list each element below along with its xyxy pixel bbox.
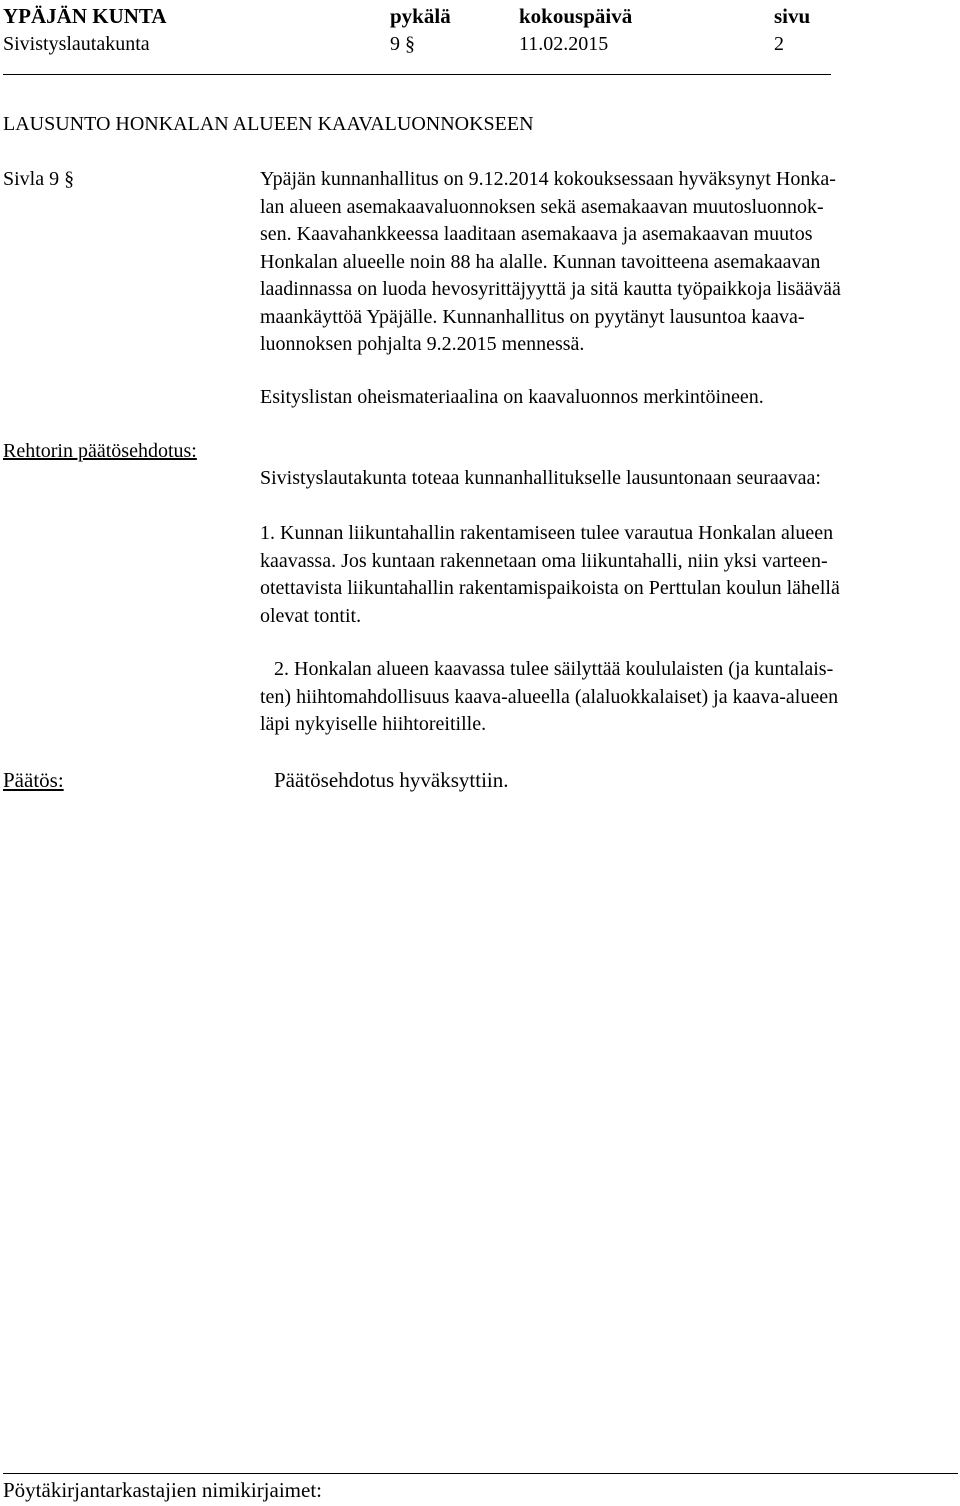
item-line: 1. Kunnan liikuntahallin rakentamiseen tulee varautua Honkalan alueen xyxy=(260,522,834,544)
intro-paragraph xyxy=(260,166,841,359)
page-label: sivu xyxy=(774,4,811,28)
section-label: pykälä xyxy=(390,4,451,28)
item-line: kaavassa. Jos kuntaan rakennetaan oma liikuntahalli, niin yksi varteen- xyxy=(260,549,828,572)
sivla-reference: Sivla 9 § xyxy=(3,168,75,190)
committee-name: Sivistyslautakunta xyxy=(3,33,150,55)
proposal-item-2 xyxy=(260,656,838,739)
item-line: otettavista liikuntahallin rakentamispaikoista on Perttulan koulun lähellä xyxy=(260,577,840,599)
sivla-symbol: § xyxy=(64,168,75,190)
section-symbol: § xyxy=(405,33,415,55)
footer-signature-label: Pöytäkirjantarkastajien nimikirjaimet: xyxy=(3,1478,322,1502)
header-divider xyxy=(3,74,831,75)
proposal-label: Rehtorin päätösehdotus: xyxy=(3,440,197,462)
item-line: ten) hiihtomahdollisuus kaava-alueella (alaluokkalaiset) ja kaava-alueen xyxy=(260,685,839,708)
intro-line: luonnoksen pohjalta 9.2.2015 mennessä. xyxy=(260,333,585,355)
intro-line: lan alueen asemakaavaluonnoksen sekä asemakaavan muutosluonnok- xyxy=(260,195,824,218)
meeting-date: 11.02.2015 xyxy=(519,33,609,55)
intro-line: laadinnassa on luoda hevosyrittäjyyttä ja sitä kautta työpaikkoja lisäävää xyxy=(260,278,841,300)
footer-divider xyxy=(3,1473,958,1474)
item-line: läpi nykyiselle hiihtoreitille. xyxy=(260,713,487,735)
org-name: YPÄJÄN KUNTA xyxy=(3,4,167,28)
section-number: 9 § xyxy=(390,33,415,55)
document-title: LAUSUNTO HONKALAN ALUEEN KAAVALUONNOKSEEN xyxy=(3,113,534,135)
intro-line: Honkalan alueelle noin 88 ha alalle. Kunnan tavoitteena asemakaavan xyxy=(260,250,821,273)
item-line: 2. Honkalan alueen kaavassa tulee säilyttää koululaisten (ja kuntalais- xyxy=(274,658,834,680)
attachment-note: Esityslistan oheismateriaalina on kaavaluonnos merkintöineen. xyxy=(260,386,764,408)
intro-line: sen. Kaavahankkeessa laaditaan asemakaava ja asemakaavan muutos xyxy=(260,223,813,245)
intro-line: Ypäjän kunnanhallitus on 9.12.2014 kokouksessaan hyväksynyt Honka- xyxy=(260,168,836,190)
proposal-intro: Sivistyslautakunta toteaa kunnanhallitukselle lausuntonaan seuraavaa: xyxy=(260,467,821,489)
decision-text: Päätösehdotus hyväksyttiin. xyxy=(274,768,509,792)
item-line: olevat tontit. xyxy=(260,604,362,627)
decision-label: Päätös: xyxy=(3,768,64,792)
page-number: 2 xyxy=(774,33,784,55)
date-label: kokouspäivä xyxy=(519,4,633,28)
intro-line: maankäyttöä Ypäjälle. Kunnanhallitus on pyytänyt lausuntoa kaava- xyxy=(260,305,805,328)
proposal-item-1 xyxy=(260,520,840,630)
